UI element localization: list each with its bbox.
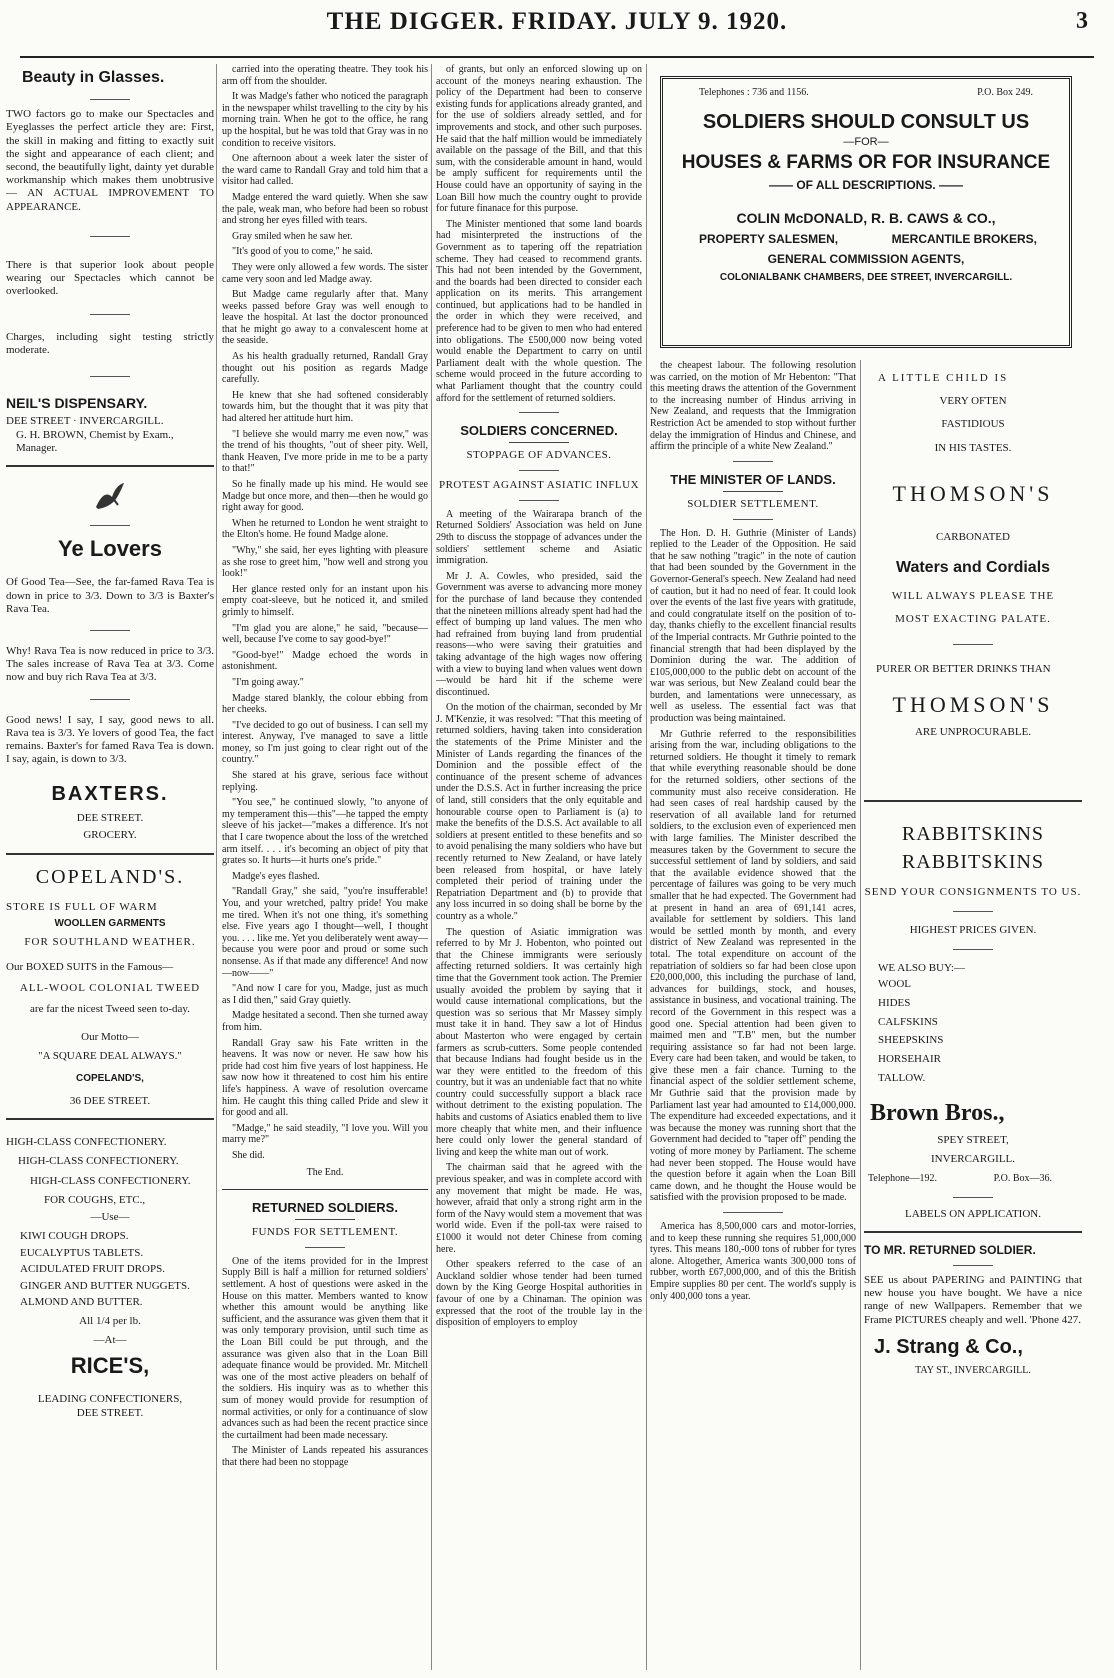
price-line: All 1/4 per lb. bbox=[79, 1314, 141, 1327]
article-paragraph: A meeting of the Wairarapa branch of the Returned Soldiers' Association was held on June 29th to discuss the stoppage of advances under the soldiers' settlement scheme and Asiatic immigration. bbox=[436, 508, 642, 567]
copeland-store: STORE IS FULL OF WARM bbox=[6, 900, 158, 913]
ad-headline: SOLDIERS SHOULD CONSULT US bbox=[702, 111, 1030, 133]
list-item: HORSEHAIR bbox=[878, 1052, 941, 1065]
copeland-allwool: ALL-WOOL COLONIAL TWEED bbox=[19, 982, 201, 995]
divider bbox=[305, 1247, 345, 1248]
returned-soldiers-text bbox=[222, 1256, 428, 1469]
story-paragraph: "I'm glad you are alone," he said, "because—well, because I've come to say good-bye!" bbox=[222, 622, 428, 646]
divider bbox=[6, 853, 214, 855]
soldiers-concerned-text bbox=[436, 509, 642, 1329]
copeland-address: 36 DEE STREET. bbox=[69, 1094, 151, 1107]
send-line: SEND YOUR CONSIGNMENTS TO US. bbox=[864, 885, 1082, 898]
divider bbox=[953, 1197, 993, 1198]
article-paragraph: The Minister mentioned that some land boards had misinterpreted the instructions of the Government as to tapering off the repatriation scheme. They had ceased to recommend grants. This had not been intended by the Government, and the boards had been directed to consider each application on its merits. This arrangement continued, but applications had to be handled in the order in which they were received, and preference had to be given to men who had entered into obligations. The £500,000 now being voted would enable the Department to carry on until Parliament dealt with the whole question. The scheme would proceed in the future according to what Parliament thought that the country could afford for the settlement of returned soldiers. bbox=[436, 218, 642, 404]
ad-po-box: P.O. Box 249. bbox=[977, 87, 1033, 98]
divider bbox=[90, 376, 130, 377]
buy-list bbox=[864, 975, 1082, 1087]
list-item: TALLOW. bbox=[878, 1071, 926, 1084]
brown-bros-heading: Brown Bros., bbox=[870, 1100, 1005, 1127]
superior-text: There is that superior look about people wearing our Spectacles which cannot be overlooked. bbox=[6, 258, 214, 298]
article-paragraph: The Hon. D. H. Guthrie (Minister of Lands) replied to the Leader of the Opposition. He said that he saw nothing "tragic" in the note of caution that had been sounded by the Government in the Governor-General's speech. New Zealand had need of caution, but it had no need of fear. It could look over the events of the last five years with gratitude, and could congratulate itself on the position of to-day, thanks chiefly to the excellent financial results of the Imperial contracts. Mr Guthrie pointed to the financial strength that had been displayed by the Dominion during the war. The addition of £105,000,000 to the public debt on account of the war was serious, but New Zealand could bear the burden, and lamentations were unnecessary, as well as useless. The essential fact was that production was being maintained. bbox=[650, 527, 856, 725]
copeland-woollen: WOOLLEN GARMENTS bbox=[54, 917, 166, 929]
ad-for: —FOR— bbox=[843, 136, 889, 148]
story-paragraph: Her glance rested only for an instant upon his empty coat-sleeve, but he noticed it, and smiled grimly to himself. bbox=[222, 583, 428, 618]
story-paragraph: Madge stared blankly, the colour ebbing from her cheeks. bbox=[222, 692, 428, 716]
settlement-subheading: SOLDIER SETTLEMENT. bbox=[687, 497, 819, 510]
divider bbox=[953, 644, 993, 645]
also-buy: WE ALSO BUY:— bbox=[878, 962, 965, 975]
lovers-heading: Ye Lovers bbox=[58, 535, 162, 561]
column-rule bbox=[646, 64, 647, 1670]
article-paragraph: Mr Guthrie referred to the responsibilities arising from the war, including obligations to the returned soldiers. He thought it timely to remark that while everything reasonable should be done for the returned soldiers, other sections of the community must also receive consideration. He had seen cases of real hardship caused by the reservation of all available land for returned soldiers, to the exclusion even of experienced men with large families. The Minister described the measures taken by the Government to secure the successful settlement of land by soldiers, and said that the available evidence showed that the percentage of failures was going to be very much smaller that he had expected. The Government had at present in hand an area of 691,141 acres, available for settlement by soldiers. This land would be settled month by month, and every district of New Zealand was represented in the total. The total expenditure on account of the repatriation of soldiers so far had been close upon £20,000,000, this including the purchase of land, advances for buildings, stock, and houses, assistance in business, and vocational training. The record of the Government in this respect was a good one. Special attention had been given to maimed men and "T.B" men, but the number requiring assistance so far had not been large. Every care had been taken, and would be taken, to give these men a fair chance. Turning to the financial aspect of the soldier settlement scheme, Mr Guthrie said that the provision made by Parliament last year had amounted to £14,000,000. The expenditure had exceeded expectations, and it was because the money was running short that the Government had decided to "taper off" pending the voting of more money by Parliament. The scheme had never been stopped. The House would have the question before it again when the Loan Bill came down, and he thought the House would be satisfied with the provision proposed to be made. bbox=[650, 728, 856, 1204]
lovers-para-1: Of Good Tea—See, the far-famed Rava Tea is down in price to 3/3. Down to 3/3 is Baxter's Rava Tea. bbox=[6, 576, 214, 615]
column-5 bbox=[864, 372, 1082, 1670]
rices-line-1: LEADING CONFECTIONERS, bbox=[37, 1393, 183, 1406]
divider bbox=[90, 236, 130, 237]
divider bbox=[222, 1189, 428, 1190]
story-paragraph: Madge hesitated a second. Then she turned away from him. bbox=[222, 1010, 428, 1033]
ad-houses-farms: HOUSES & FARMS OR FOR INSURANCE bbox=[681, 152, 1051, 173]
story-paragraph: Randall Gray saw his Fate written in the heavens. It was now or never. He saw how his pride had cost him five years of lost happiness. He saw now how it threatened to cost him his entire life's happiness. A wave of resolution overcame him. He caught this thing called Pride and slew it for good and all. bbox=[222, 1037, 428, 1119]
hc-line-3: HIGH-CLASS CONFECTIONERY. bbox=[30, 1174, 191, 1187]
beauty-heading: Beauty in Glasses. bbox=[22, 69, 165, 86]
palate-line: MOST EXACTING PALATE. bbox=[895, 612, 1051, 625]
brown-po-box: P.O. Box—36. bbox=[993, 1172, 1052, 1184]
brown-telephone: Telephone—192. bbox=[868, 1172, 938, 1184]
story-paragraph: "Randall Gray," she said, "you're insufferable! You, and your wretched, paltry pride! You make me tired. When it's not one thing, it's something else. Five years ago I thought—well, I thought you. . . . like me. Yet you deliberately went away—because you were poor and proud or some such nonsense. As if that made any difference! And now—now——" bbox=[222, 886, 428, 979]
article-paragraph: The Minister of Lands repeated his assurances that there had been no stoppage bbox=[222, 1445, 428, 1468]
article-paragraph: On the motion of the chairman, seconded by Mr J. M'Kenzie, it was resolved: "That this meeting of returned soldiers, having taken into consideration the statements of the Prime Minister and the Minister of Lands regarding the finances of the Dominion and the possible effect of the continuance of the present scheme of advances under the D.S.S. Act in further increasing the price of land, still considers that the only equitable and honourable course open to Parliament is (a) to make the benefits of the D.S.S. Act available to all soldiers at present entitled to these benefits and so to avoid penalising the many soldiers who have but recently returned to New Zealand, or have lately been released from hospital, or have lately completed their period of training under the Repatriation Department and (b) to provide that any loss incurred in so doing shall be borne by the country as a whole." bbox=[436, 702, 642, 922]
stoppage-subheading: STOPPAGE OF ADVANCES. bbox=[466, 449, 612, 462]
child-line-4: IN HIS TASTES. bbox=[934, 441, 1012, 454]
list-item: GINGER AND BUTTER NUGGETS. bbox=[20, 1279, 190, 1292]
list-item: HIDES bbox=[878, 996, 911, 1009]
baxters-street: DEE STREET. bbox=[76, 812, 144, 825]
strang-body: SEE us about PAPERING and PAINTING that new house you have bought. We have a nice range of new Wallpapers. Remember that we Frame PICTURES cheaply and well. 'Phone 427. bbox=[864, 1274, 1082, 1326]
article-paragraph: Other speakers referred to the case of an Auckland soldier whose tender had been turned down by the King George Hospital authorities in favour of one by a Chinaman. The opinion was expressed that the root of the trouble lay in the disposition of employers to employ bbox=[436, 1259, 642, 1329]
column-rule bbox=[216, 64, 217, 1670]
returned-soldiers-title: RETURNED SOLDIERS. bbox=[252, 1200, 398, 1216]
article-paragraph: Mr J. A. Cowles, who presided, said the Government was averse to advancing more money for the purchase of land because they contended that the nineteen millions already spent had had the effect of bumping up land values. The men who had refrained from buying land from prudential reasons—who were saving their gratuities and taking advantage of the high wages now offering with a view to buying land when values went down—would be hard hit if the scheme were discontinued. bbox=[436, 570, 642, 698]
story-paragraph: One afternoon about a week later the sister of the ward came to Randall Gray and told him that a visitor had called. bbox=[222, 153, 428, 188]
divider bbox=[90, 525, 130, 526]
ad-commission: GENERAL COMMISSION AGENTS, bbox=[767, 252, 965, 266]
confectionery-list bbox=[6, 1228, 214, 1311]
invercargill: INVERCARGILL. bbox=[930, 1153, 1016, 1166]
column-2 bbox=[222, 64, 428, 1670]
list-item: KIWI COUGH DROPS. bbox=[20, 1230, 129, 1243]
neils-address: DEE STREET · INVERCARGILL. bbox=[6, 415, 164, 428]
coughs-line: FOR COUGHS, ETC., bbox=[44, 1193, 146, 1206]
story-paragraph: "It's good of you to come," he said. bbox=[232, 246, 373, 258]
page-number: 3 bbox=[1076, 8, 1088, 34]
the-end: The End. bbox=[306, 1167, 344, 1179]
purer-line: PURER OR BETTER DRINKS THAN bbox=[876, 662, 1051, 675]
copeland-far: are far the nicest Tweed seen to-day. bbox=[30, 1003, 190, 1016]
divider bbox=[519, 500, 559, 501]
list-item: SHEEPSKINS bbox=[878, 1034, 944, 1047]
at-line: —At— bbox=[93, 1333, 127, 1346]
strang-address: TAY ST., INVERCARGILL. bbox=[915, 1364, 1031, 1376]
to-returned-soldier-heading: TO MR. RETURNED SOLDIER. bbox=[864, 1242, 1036, 1257]
story-paragraph: She did. bbox=[232, 1149, 265, 1161]
story-paragraph: Madge's eyes flashed. bbox=[232, 870, 320, 882]
story-paragraph: "I'm going away." bbox=[232, 676, 304, 688]
rices-line-2: DEE STREET. bbox=[76, 1406, 144, 1419]
minister-text bbox=[650, 528, 856, 1204]
story-paragraph: "Good-bye!" Madge echoed the words in astonishment. bbox=[222, 649, 428, 673]
story-paragraph: "I've decided to go out of business. I can sell my interest. Anyway, I've managed to save a little money, so I'm just going to clear right out of the country." bbox=[222, 719, 428, 766]
story-paragraph: As his health gradually returned, Randall Gray thought out his position as regards Madge carefully. bbox=[222, 351, 428, 386]
story-paragraph: "Madge," he said steadily, "I love you. Will you marry me?" bbox=[222, 1122, 428, 1146]
story-paragraph: He knew that she had softened considerably towards him, but the thought that it was pity that had altered her attitude hurt him. bbox=[222, 389, 428, 425]
ad-mercantile: MERCANTILE BROKERS, bbox=[891, 232, 1037, 246]
article-paragraph: The chairman said that he agreed with the previous speaker, and was in complete accord with any movement that might be made. He was, however, afraid that only a strong right arm in the form of the Navy would stem a movement that was world wide. Even if the poll-tax were raised to £1000 it would not deter Chinese from coming here. bbox=[436, 1162, 642, 1255]
america-text: America has 8,500,000 cars and motor-lorries, and to keep these running she requires 51,000,000 tyres. This means 180,-000 tons of rubber for tyres alone. Altogether, America wants 300,000 tons of rubber, worth £67,000,000, and of this the British Empire supplies 80 per cent. The world's supply is only 400,000 tons a year. bbox=[650, 1221, 856, 1302]
story-text bbox=[222, 64, 428, 1161]
child-line-1: A LITTLE CHILD IS bbox=[878, 372, 1009, 384]
story-paragraph: It was Madge's father who noticed the paragraph in the newspaper whilst travelling to the city by his morning train. When he got to the office, he rang up the hospital, but he was told that Gray was in no condition to receive visitors. bbox=[222, 91, 428, 149]
article-paragraph: One of the items provided for in the Imprest Supply Bill is half a million for returned soldiers' settlement. A host of questions were asked in the House on this matter. Members wanted to know whether this amount would be anything like sufficient, and the assurance was given them that it was only temporary provision, until such time as the Loan Bill could be put through, and the assurance was given also that in the Loan Bill adequate finance would be provided. Mr. Mitchell was one of the most active pleaders on behalf of the soldiers. His inquiry was as to whether this sum of money would provide for resumption of normal activities, or only for a continuance of slow advances such as had been the recent practice since the curtailment had been made necessary. bbox=[222, 1255, 428, 1441]
story-paragraph: When he returned to London he went straight to the Elton's home. He found Madge alone. bbox=[222, 517, 428, 541]
hc-line-1: HIGH-CLASS CONFECTIONERY. bbox=[6, 1136, 167, 1149]
carbonated: CARBONATED bbox=[936, 531, 1010, 544]
story-paragraph: But Madge came regularly after that. Many weeks passed before Gray was well enough to leave the hospital. At last the doctor pronounced that he might go away to a convalescent home at the seaside. bbox=[222, 289, 428, 347]
story-paragraph: They were only allowed a few words. The sister came very soon and led Madge away. bbox=[222, 261, 428, 285]
list-item: EUCALYPTUS TABLETS. bbox=[20, 1246, 144, 1259]
list-item: WOOL bbox=[878, 978, 911, 991]
divider bbox=[953, 949, 993, 950]
story-paragraph: Gray smiled when he saw her. bbox=[232, 230, 353, 242]
divider bbox=[733, 461, 773, 462]
soldiers-concerned-title: SOLDIERS CONCERNED. bbox=[460, 423, 618, 439]
column-1 bbox=[6, 64, 214, 1670]
baxters-heading: BAXTERS. bbox=[51, 783, 169, 806]
divider bbox=[519, 412, 559, 413]
thomsons-heading-1: THOMSON'S bbox=[892, 480, 1054, 506]
hc-line-2: HIGH-CLASS CONFECTIONERY. bbox=[18, 1155, 179, 1168]
minister-title: THE MINISTER OF LANDS. bbox=[670, 471, 836, 487]
copeland-motto: Our Motto— bbox=[81, 1030, 139, 1043]
beauty-body: TWO factors go to make our Spectacles and Eyeglasses the perfect article they are: First, the skill in making and fitting to exactly suit the sight and appearance of each client; and second, the beautifully light, dainty yet durable workmanship which makes them unobtrusive — AN ACTUAL IMPROVEMENT TO APPEARANCE. bbox=[6, 108, 214, 213]
charges-text: Charges, including sight testing strictly moderate. bbox=[6, 331, 214, 357]
funds-continued-text bbox=[436, 64, 642, 404]
divider bbox=[6, 465, 214, 467]
divider bbox=[864, 800, 1082, 802]
returned-soldiers-heading bbox=[222, 1200, 428, 1220]
strang-heading: J. Strang & Co., bbox=[874, 1335, 1023, 1358]
divider bbox=[90, 314, 130, 315]
minister-heading bbox=[650, 472, 856, 492]
masthead bbox=[20, 4, 1094, 58]
copeland-boxed: Our BOXED SUITS in the Famous— bbox=[6, 961, 174, 973]
story-paragraph: "And now I care for you, Madge, just as much as I did then," said Gray quietly. bbox=[222, 983, 428, 1006]
please-line: WILL ALWAYS PLEASE THE bbox=[891, 589, 1055, 602]
divider bbox=[519, 470, 559, 471]
column-rule bbox=[431, 64, 432, 1670]
divider bbox=[723, 1212, 783, 1213]
story-paragraph: Madge entered the ward quietly. When she saw the pale, weak man, who before had been so robust and strong her eyes filled with tears. bbox=[222, 191, 428, 227]
bird-ornament-icon bbox=[90, 477, 130, 517]
ad-firm-name: COLIN McDONALD, R. B. CAWS & CO., bbox=[736, 210, 996, 226]
ad-property: PROPERTY SALESMEN, bbox=[699, 232, 839, 246]
story-paragraph: "You see," he continued slowly, "to anyone of my temperament this—this"—he tapped the empty sleeve of his jacket—"makes a difference. It's not that I care twopence about the loss of the wretched arm itself. . . . it's becoming an object of pity that grates so. It hurts—it hurts one's pride." bbox=[222, 797, 428, 867]
protest-subheading: PROTEST AGAINST ASIATIC INFLUX bbox=[438, 479, 640, 492]
copeland-weather: FOR SOUTHLAND WEATHER. bbox=[24, 935, 196, 948]
ad-descriptions: —— OF ALL DESCRIPTIONS. —— bbox=[768, 178, 963, 192]
divider bbox=[864, 1231, 1082, 1233]
mcdonald-caws-advert bbox=[660, 76, 1072, 348]
labels-line: LABELS ON APPLICATION. bbox=[905, 1207, 1041, 1220]
story-paragraph: carried into the operating theatre. They took his arm off from the shoulder. bbox=[222, 64, 428, 87]
masthead-title: THE DIGGER. FRIDAY. JULY 9. 1920. bbox=[326, 8, 788, 35]
neils-manager: G. H. BROWN, Chemist by Exam., Manager. bbox=[16, 428, 174, 454]
divider bbox=[6, 1118, 214, 1120]
use-line: —Use— bbox=[90, 1210, 130, 1223]
divider bbox=[90, 99, 130, 100]
article-paragraph: of grants, but only an enforced slowing up on account of the moneys nearing exhaustion. The policy of the Department had been to conserve existing funds for applications already granted, and for the use of soldiers already settled, and for improvements and stock, and other such purposes. He said that the half million would be immediately available on the passage of the Bill, and that this sum, with the considerable amount in hand, would be amply sufficent for requirements until the House could have an opportunity of saying in the Loan Bill how much the country ought to provide for future finanace for this purpose. bbox=[436, 64, 642, 215]
column-rule bbox=[860, 360, 861, 1670]
divider bbox=[953, 1265, 993, 1266]
copeland-name: COPELAND'S, bbox=[76, 1072, 144, 1084]
story-paragraph: So he finally made up his mind. He would see Madge but once more, and then—then he would go right away for good. bbox=[222, 479, 428, 514]
lovers-para-3: Good news! I say, I say, good news to all. Rava tea is 3/3. Ye lovers of good Tea, the fact remains. Baxter's for famed Rava Tea is down. I say, again, is down to 3/3. bbox=[6, 713, 214, 766]
highest-prices: HIGHEST PRICES GIVEN. bbox=[909, 923, 1037, 936]
story-paragraph: "Why," she said, her eyes lighting with pleasure as she rose to greet him, "how well and strong you look!" bbox=[222, 544, 428, 580]
child-line-3: FASTIDIOUS bbox=[941, 418, 1005, 431]
divider bbox=[90, 630, 130, 631]
unprocurable: ARE UNPROCURABLE. bbox=[914, 726, 1032, 739]
thomsons-heading-2: THOMSON'S bbox=[892, 692, 1054, 718]
divider bbox=[953, 911, 993, 912]
lovers-para-2: Why! Rava Tea is now reduced in price to 3/3. The sales increase of Rava Tea at 3/3. Come now and buy rich Rava Tea at 3/3. bbox=[6, 644, 214, 684]
child-line-2: VERY OFTEN bbox=[939, 395, 1007, 408]
rabbitskins-2: RABBITSKINS bbox=[901, 850, 1045, 873]
copeland-heading: COPELAND'S. bbox=[35, 865, 185, 888]
resolution-text: the cheapest labour. The following resolution was carried, on the motion of Mr Hebenton: "That this meeting draws the attention of the Government to the increasing number of Hindus arriving in New Zealand, and requests that the Immigration Restriction Act be amended to stop without further delay the immigration of Hindus and Chinese, and affirm the principle of a white New Zealand." bbox=[650, 360, 856, 453]
story-paragraph: "I believe she would marry me even now," was the trend of his thoughts, "out of sheer pity. Well, thank Heaven, I've more pride in me to be a party to that!" bbox=[222, 428, 428, 475]
divider bbox=[90, 699, 130, 700]
spey-street: SPEY STREET, bbox=[937, 1134, 1009, 1147]
ad-telephones: Telephones : 736 and 1156. bbox=[699, 87, 809, 98]
rices-heading: RICE'S, bbox=[70, 1352, 150, 1378]
baxters-grocery: GROCERY. bbox=[83, 829, 137, 842]
ad-address: COLONIALBANK CHAMBERS, DEE STREET, INVERCARGILL. bbox=[719, 272, 1013, 283]
column-4 bbox=[650, 360, 856, 1670]
list-item: ACIDULATED FRUIT DROPS. bbox=[20, 1263, 165, 1276]
column-3 bbox=[436, 64, 642, 1670]
neils-heading: NEIL'S DISPENSARY. bbox=[6, 394, 148, 411]
soldiers-concerned-heading bbox=[436, 423, 642, 443]
list-item: ALMOND AND BUTTER. bbox=[20, 1296, 143, 1309]
copeland-square-deal: "A SQUARE DEAL ALWAYS." bbox=[38, 1049, 182, 1062]
divider bbox=[733, 519, 773, 520]
rabbitskins-1: RABBITSKINS bbox=[901, 822, 1045, 845]
waters-cordials: Waters and Cordials bbox=[895, 559, 1051, 577]
story-paragraph: She stared at his grave, serious face without replying. bbox=[222, 770, 428, 793]
list-item: CALFSKINS bbox=[878, 1015, 938, 1028]
funds-subheading: FUNDS FOR SETTLEMENT. bbox=[251, 1226, 399, 1239]
article-paragraph: The question of Asiatic immigration was referred to by Mr J. Hobenton, who pointed out that the Chinese immigrants were seriously affecting returned soldiers. It was certainly high time that the Government took action. The Premier usually avoided the problem by saying that it would cause international complications, but the question was so serious that Mr Massey simply must take it in hand. They saw a lot of Hindus about Masterton who were engaged by certain farmers as scrub-cutters. Some people contended that because Indians had fought beside us in the war they were entitled to the freedom of this country, but it was an undeniable fact that no white country could successfully support a black race without detriment to the existing population. The habits and customs of Asiatics enabled them to live more cheaply that white men, and their influence here could only lower the general standard of living and keep the white man out of work. bbox=[436, 926, 642, 1158]
